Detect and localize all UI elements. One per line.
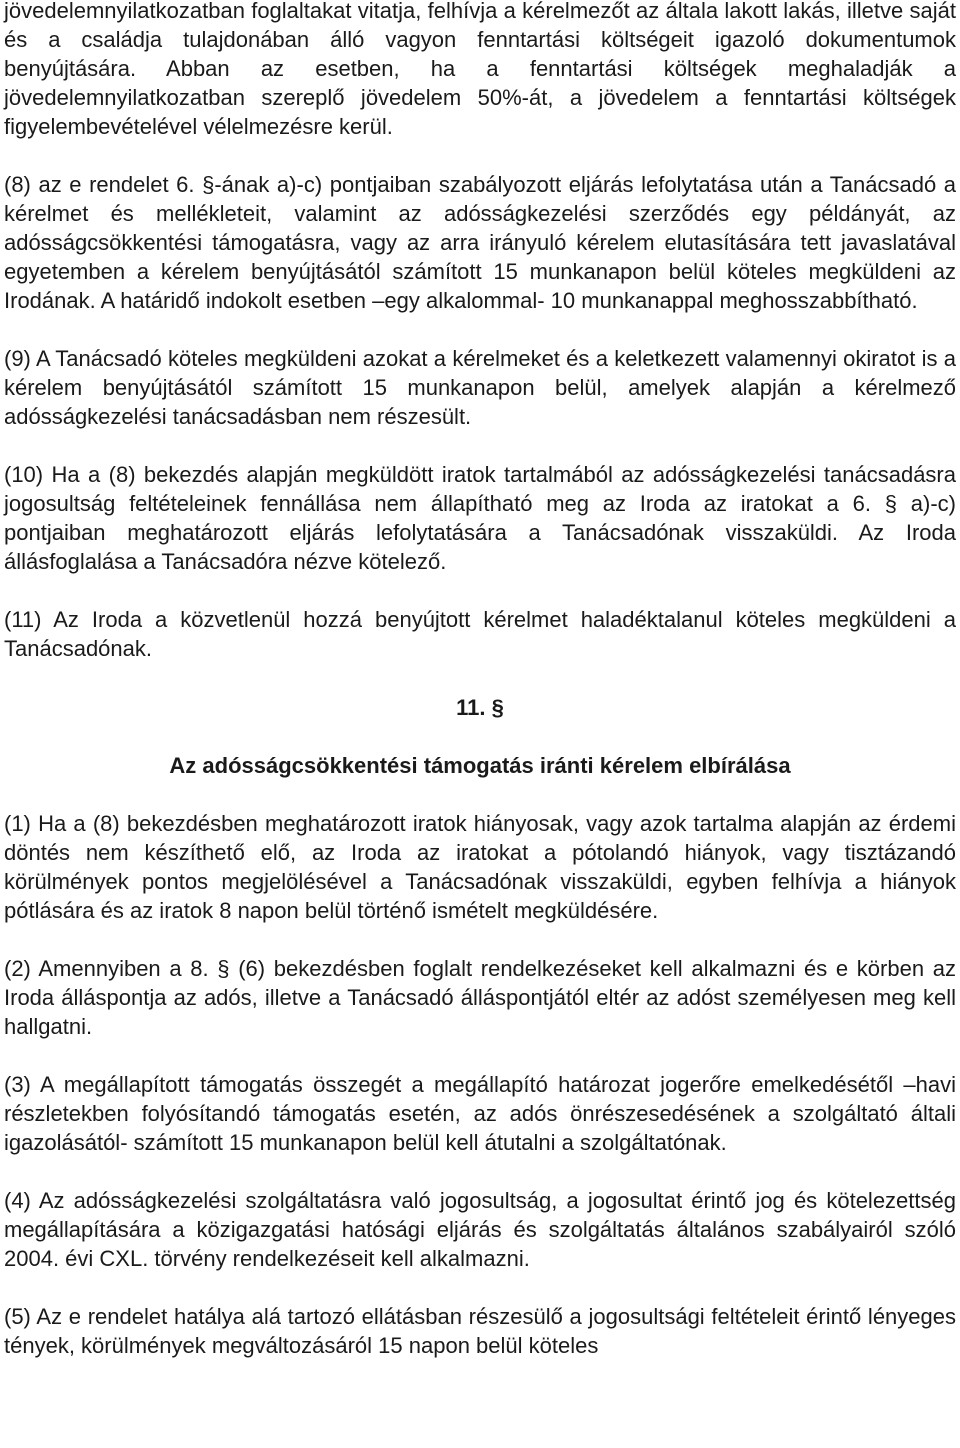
section-paragraph-5: (5) Az e rendelet hatálya alá tartozó ellátásban részesülő a jogosultsági feltételeit érintő lényeges tények, körülmények megváltozásáról 15 napon belül köteles xyxy=(4,1304,956,1358)
section-paragraph-2: (2) Amennyiben a 8. § (6) bekezdésben foglalt rendelkezéseket kell alkalmazni és e körben az Iroda álláspontja az adós, illetve a Tanácsadó álláspontjától eltér az adóst személyesen meg kell hallgatni. xyxy=(4,956,956,1039)
paragraph-11: (11) Az Iroda a közvetlenül hozzá benyújtott kérelmet haladéktalanul köteles megküldeni a Tanácsadónak. xyxy=(4,607,956,661)
section-title: Az adósságcsökkentési támogatás iránti kérelem elbírálása xyxy=(169,753,791,778)
paragraph-8: (8) az e rendelet 6. §-ának a)-c) pontjaiban szabályozott eljárás lefolytatása után a Tanácsadó a kérelmet és mellékleteit, valamint az adósságkezelési szerződés egy példányát, az adósságcsökkentési támogatásra, vagy az arra irányuló kérelem elutasítására tett javaslatával egyetemben a kérelem benyújtásától számított 15 munkanapon belül köteles megküldeni az Irodának. A határidő indokolt esetben –egy alkalommal- 10 munkanappal meghosszabbítható. xyxy=(4,172,956,313)
section-paragraph-3: (3) A megállapított támogatás összegét a megállapító határozat jogerőre emelkedésétől –havi részletekben folyósítandó támogatás esetén, az adós önrészesedésének a szolgáltató általi igazolásától- számított 15 munkanapon belül kell átutalni a szolgáltatónak. xyxy=(4,1072,956,1155)
intro-paragraph: jövedelemnyilatkozatban foglaltakat vitatja, felhívja a kérelmezőt az általa lakott lakás, illetve saját és a családja tulajdonában álló vagyon fenntartási költségeit igazoló dokumentumok benyújtására. Abban az esetben, ha a fenntartási költségek meghaladják a jövedelemnyilatkozatban szereplő jövedelem 50%-át, a jövedelem a fenntartási költségek figyelembevételével vélelmezésre kerül. xyxy=(4,0,956,139)
section-number: 11. § xyxy=(456,695,504,720)
paragraph-10: (10) Ha a (8) bekezdés alapján megküldött iratok tartalmából az adósságkezelési tanácsadásra jogosultság feltételeinek fennállása nem állapítható meg az Iroda az iratokat a 6. § a)-c) pontjaiban meghatározott eljárás lefolytatására a Tanácsadónak visszaküldi. Az Iroda állásfoglalása a Tanácsadóra nézve kötelező. xyxy=(4,462,956,574)
document-page xyxy=(4,0,956,1360)
paragraph-9: (9) A Tanácsadó köteles megküldeni azokat a kérelmeket és a keletkezett valamennyi okiratot is a kérelem benyújtásától számított 15 munkanapon belül, amelyek alapján a kérelmező adósságkezelési tanácsadásban nem részesült. xyxy=(4,346,956,429)
section-paragraph-4: (4) Az adósságkezelési szolgáltatásra való jogosultság, a jogosultat érintő jog és kötelezettség megállapítására a közigazgatási hatósági eljárás és szolgáltatás általános szabályairól szóló 2004. évi CXL. törvény rendelkezéseit kell alkalmazni. xyxy=(4,1188,956,1271)
section-paragraph-1: (1) Ha a (8) bekezdésben meghatározott iratok hiányosak, vagy azok tartalma alapján az érdemi döntés nem készíthető elő, az Iroda az iratokat a pótolandó hiányok, vagy tisztázandó körülmények pontos megjelölésével a Tanácsadónak visszaküldi, egyben felhívja a hiányok pótlására és az iratok 8 napon belül történő ismételt megküldésére. xyxy=(4,811,956,923)
